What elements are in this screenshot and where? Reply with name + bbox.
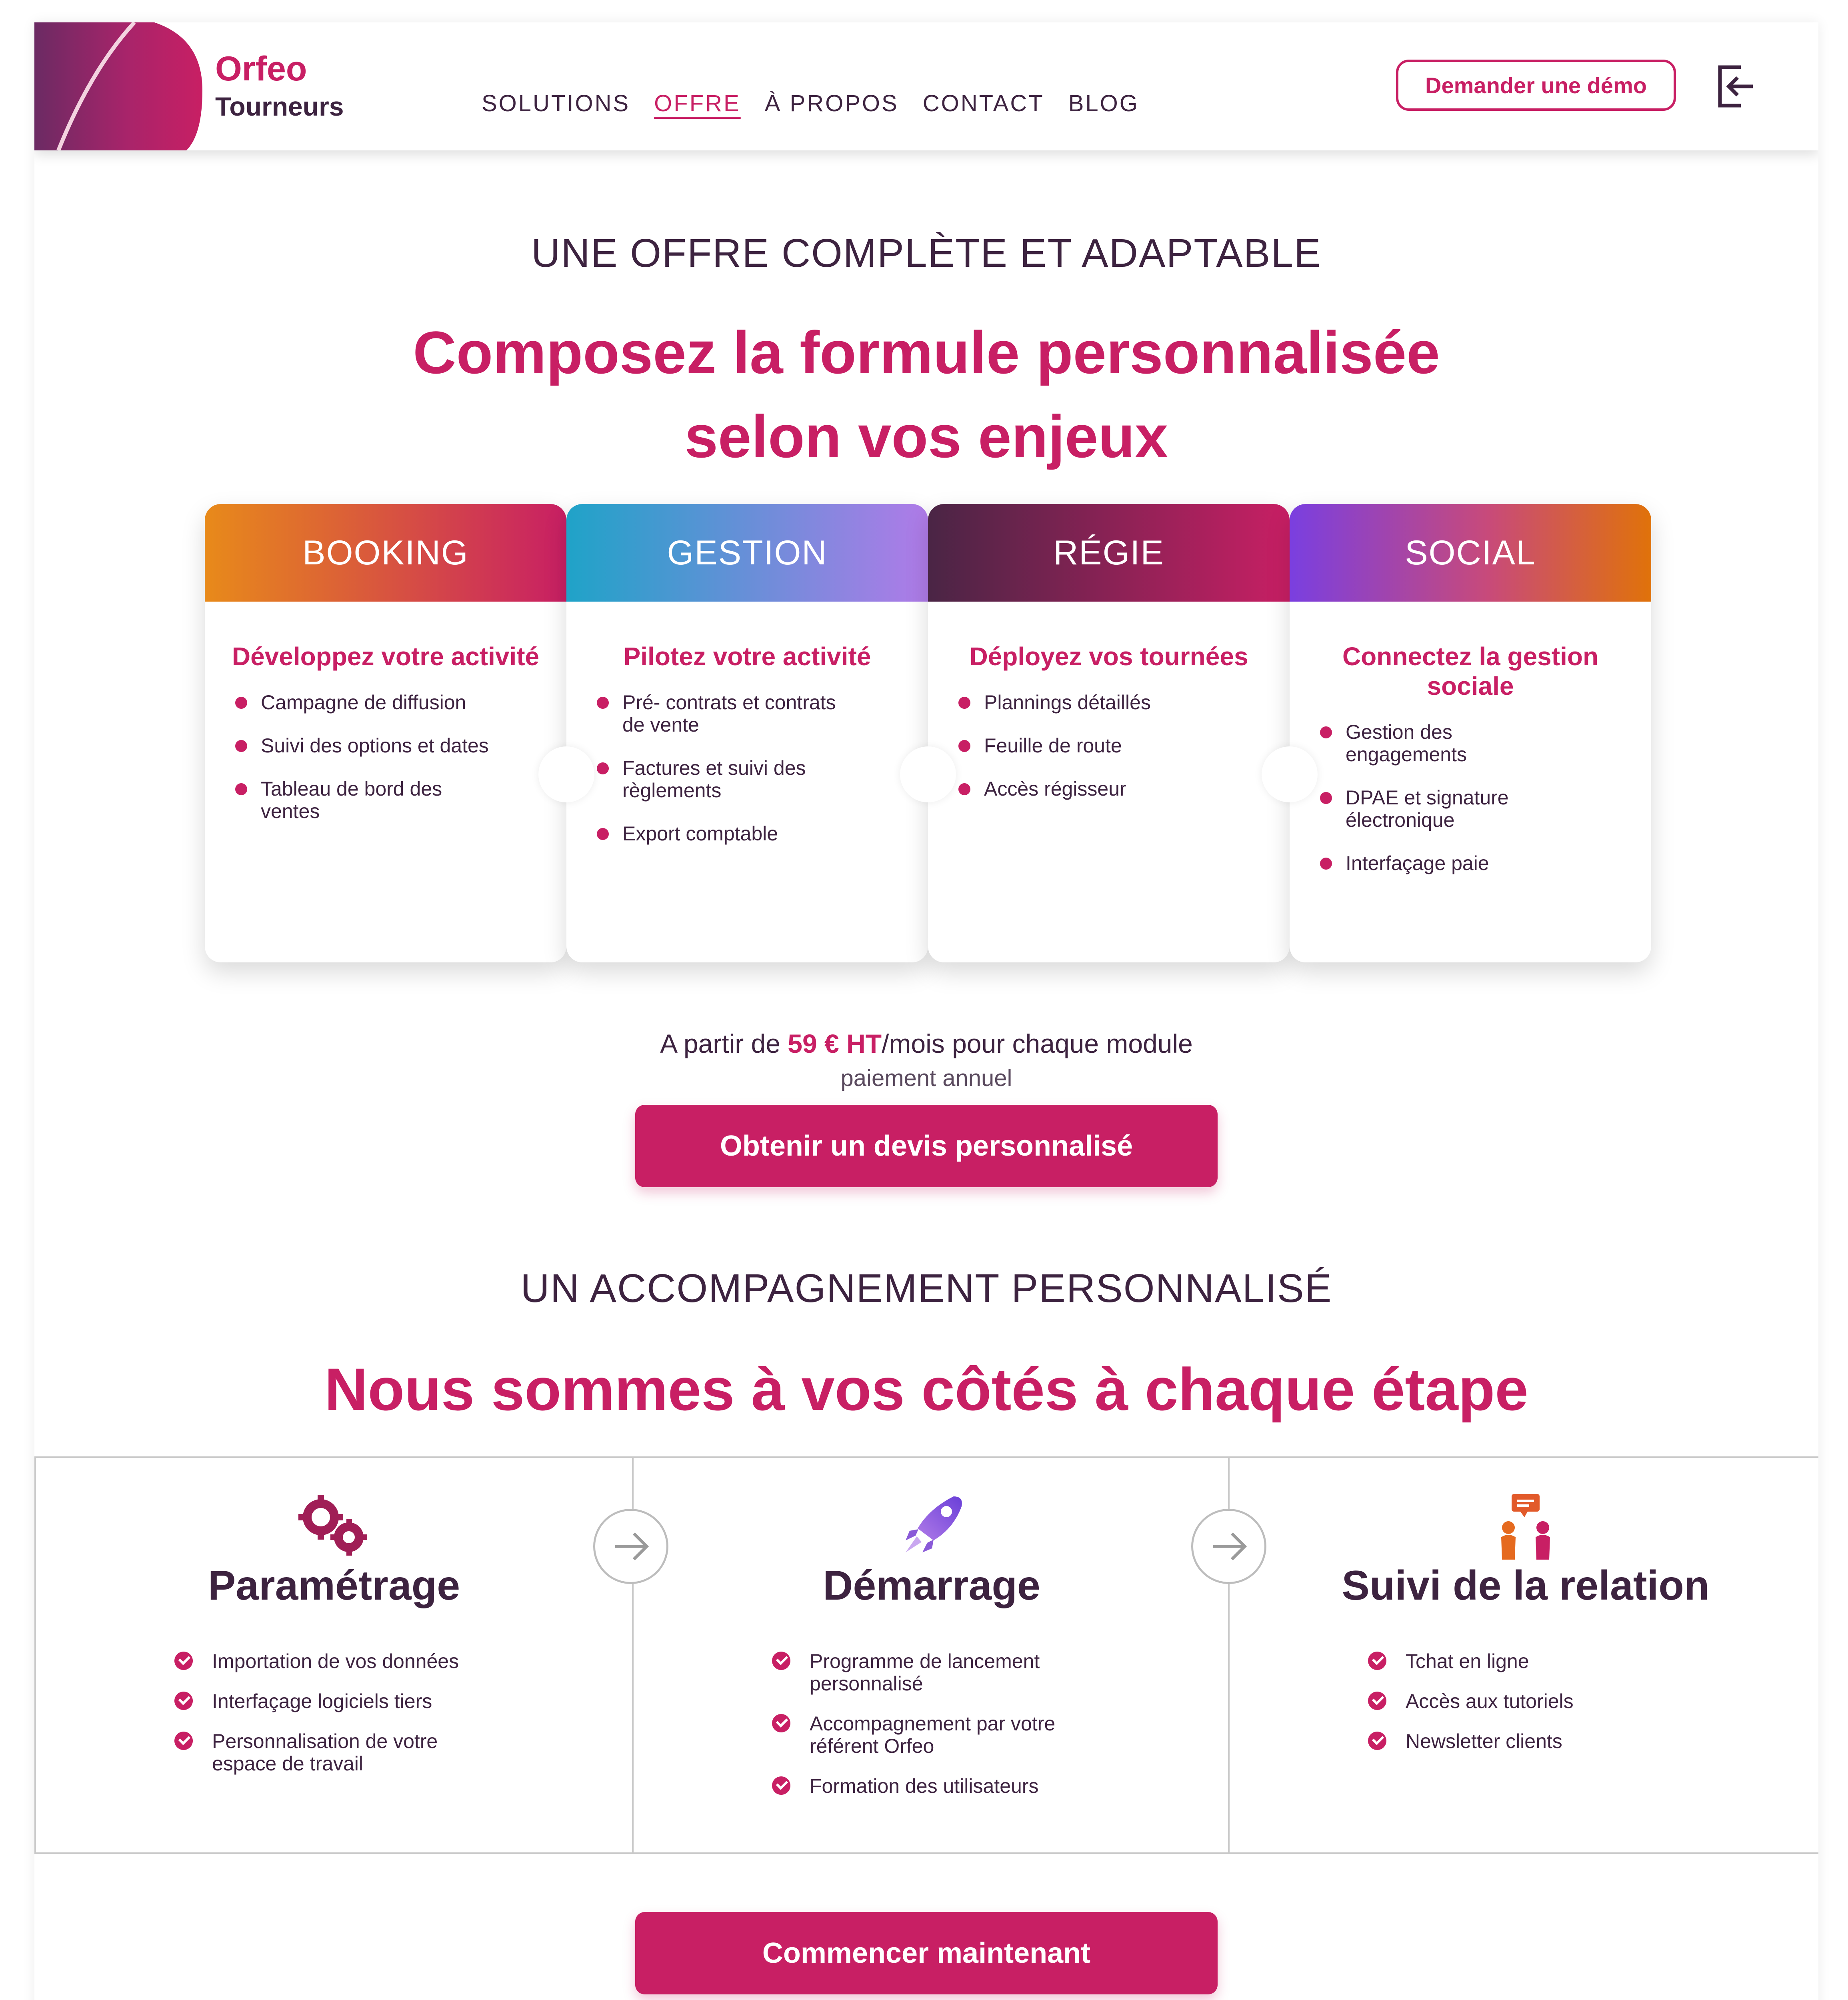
rocket-icon xyxy=(894,1492,970,1560)
step-feature xyxy=(212,1730,484,1775)
check-icon xyxy=(772,1776,790,1795)
module-subtitle: Développez votre activité xyxy=(232,642,540,671)
module-feature: Interfaçage paie xyxy=(1346,852,1578,874)
module-feature: Feuille de route xyxy=(984,734,1216,757)
request-demo-button[interactable]: Demander une démo xyxy=(1396,60,1676,111)
module-header-gestion: GESTION xyxy=(566,504,928,602)
module-feature-list xyxy=(1346,721,1651,874)
module-subtitle: Connectez la gestion sociale xyxy=(1342,642,1599,700)
module-header-regie: RÉGIE xyxy=(928,504,1290,602)
step-feature-label: Interfaçage logiciels tiers xyxy=(212,1690,432,1712)
step-feature-label: Importation de vos données xyxy=(212,1650,459,1672)
card-connector xyxy=(538,746,594,802)
card-connector xyxy=(1262,746,1318,802)
step-feature xyxy=(212,1690,484,1712)
step-feature-label: Accès aux tutoriels xyxy=(1406,1690,1574,1712)
check-icon xyxy=(174,1732,193,1750)
get-quote-button[interactable]: Obtenir un devis personnalisé xyxy=(635,1105,1218,1187)
module-card-gestion[interactable] xyxy=(566,504,928,962)
module-feature: Pré- contrats et contrats de vente xyxy=(622,691,854,736)
step-feature xyxy=(1406,1730,1678,1752)
arrow-right-icon xyxy=(593,1509,668,1584)
gears-icon xyxy=(296,1492,372,1560)
logo-product: Tourneurs xyxy=(215,92,344,121)
nav-item-a-propos[interactable]: À PROPOS xyxy=(764,90,899,116)
step-demarrage xyxy=(632,1458,1230,1854)
card-connector xyxy=(900,746,956,802)
step-feature-label: Personnalisation de votre espace de travail xyxy=(212,1730,438,1775)
people-chat-icon xyxy=(1488,1492,1564,1560)
module-feature: Factures et suivi des règlements xyxy=(622,757,854,802)
step-parametrage xyxy=(36,1458,632,1854)
check-icon xyxy=(772,1652,790,1670)
price-line xyxy=(34,1026,1818,1062)
check-icon xyxy=(1368,1692,1386,1710)
start-now-button[interactable]: Commencer maintenant xyxy=(635,1912,1218,1994)
module-feature: DPAE et signature électronique xyxy=(1346,786,1578,831)
module-feature-list xyxy=(984,691,1290,800)
support-eyebrow: UN ACCOMPAGNEMENT PERSONNALISÉ xyxy=(520,1266,1332,1311)
step-feature-label: Programme de lancement personnalisé xyxy=(810,1650,1040,1695)
module-feature: Plannings détaillés xyxy=(984,691,1216,714)
step-feature-list xyxy=(1406,1650,1678,1770)
module-feature-list xyxy=(622,691,928,845)
offer-headline-line1: Composez la formule personnalisée xyxy=(413,319,1440,386)
module-card-booking[interactable] xyxy=(205,504,566,962)
offer-headline-line2: selon vos enjeux xyxy=(684,403,1168,470)
module-feature: Gestion des engagements xyxy=(1346,721,1578,766)
module-subtitle: Pilotez votre activité xyxy=(623,642,871,671)
site-header xyxy=(34,22,1818,150)
module-feature: Accès régisseur xyxy=(984,778,1216,800)
module-feature: Campagne de diffusion xyxy=(261,691,493,714)
module-header-social: SOCIAL xyxy=(1290,504,1651,602)
price-prefix: A partir de xyxy=(660,1029,780,1058)
step-feature-label: Tchat en ligne xyxy=(1406,1650,1529,1672)
logo-text[interactable] xyxy=(215,48,344,123)
steps-panel xyxy=(34,1456,1818,1854)
main-nav xyxy=(482,90,1139,118)
check-icon xyxy=(174,1692,193,1710)
step-suivi xyxy=(1228,1458,1818,1854)
check-icon xyxy=(1368,1732,1386,1750)
step-title: Démarrage xyxy=(823,1562,1040,1609)
price-suffix: /mois pour chaque module xyxy=(882,1029,1193,1058)
module-feature: Suivi des options et dates xyxy=(261,734,493,757)
nav-item-offre[interactable]: OFFRE xyxy=(654,90,741,116)
step-feature xyxy=(1406,1650,1678,1672)
price-note: paiement annuel xyxy=(840,1065,1012,1091)
module-feature: Tableau de bord des ventes xyxy=(261,778,493,822)
step-feature-label: Accompagnement par votre référent Orfeo xyxy=(810,1712,1056,1757)
module-feature-list xyxy=(261,691,566,822)
step-title: Paramétrage xyxy=(208,1562,460,1609)
module-feature: Export comptable xyxy=(622,822,854,845)
check-icon xyxy=(1368,1652,1386,1670)
module-header-booking: BOOKING xyxy=(205,504,566,602)
module-subtitle: Déployez vos tournées xyxy=(969,642,1248,671)
nav-item-blog[interactable]: BLOG xyxy=(1068,90,1139,116)
login-arrow-icon[interactable] xyxy=(1713,62,1757,110)
nav-item-solutions[interactable]: SOLUTIONS xyxy=(482,90,630,116)
step-feature-label: Formation des utilisateurs xyxy=(810,1775,1039,1797)
offer-eyebrow: UNE OFFRE COMPLÈTE ET ADAPTABLE xyxy=(531,231,1322,276)
step-title: Suivi de la relation xyxy=(1342,1562,1710,1609)
nav-item-contact[interactable]: CONTACT xyxy=(922,90,1044,116)
arrow-right-icon xyxy=(1191,1509,1266,1584)
step-feature xyxy=(212,1650,484,1672)
page xyxy=(34,22,1818,2000)
check-icon xyxy=(772,1714,790,1732)
step-feature xyxy=(1406,1690,1678,1712)
logo-mark-icon[interactable] xyxy=(34,22,202,150)
step-feature-list xyxy=(212,1650,484,1792)
logo-brand: Orfeo xyxy=(215,50,307,88)
module-card-social[interactable] xyxy=(1290,504,1651,962)
check-icon xyxy=(174,1652,193,1670)
step-feature-list xyxy=(810,1650,1082,1815)
step-feature-label: Newsletter clients xyxy=(1406,1730,1562,1752)
step-feature xyxy=(810,1712,1082,1757)
support-headline: Nous sommes à vos côtés à chaque étape xyxy=(324,1356,1528,1423)
step-feature xyxy=(810,1650,1082,1695)
step-feature xyxy=(810,1775,1082,1797)
module-card-regie[interactable] xyxy=(928,504,1290,962)
price-amount: 59 € HT xyxy=(788,1029,882,1058)
